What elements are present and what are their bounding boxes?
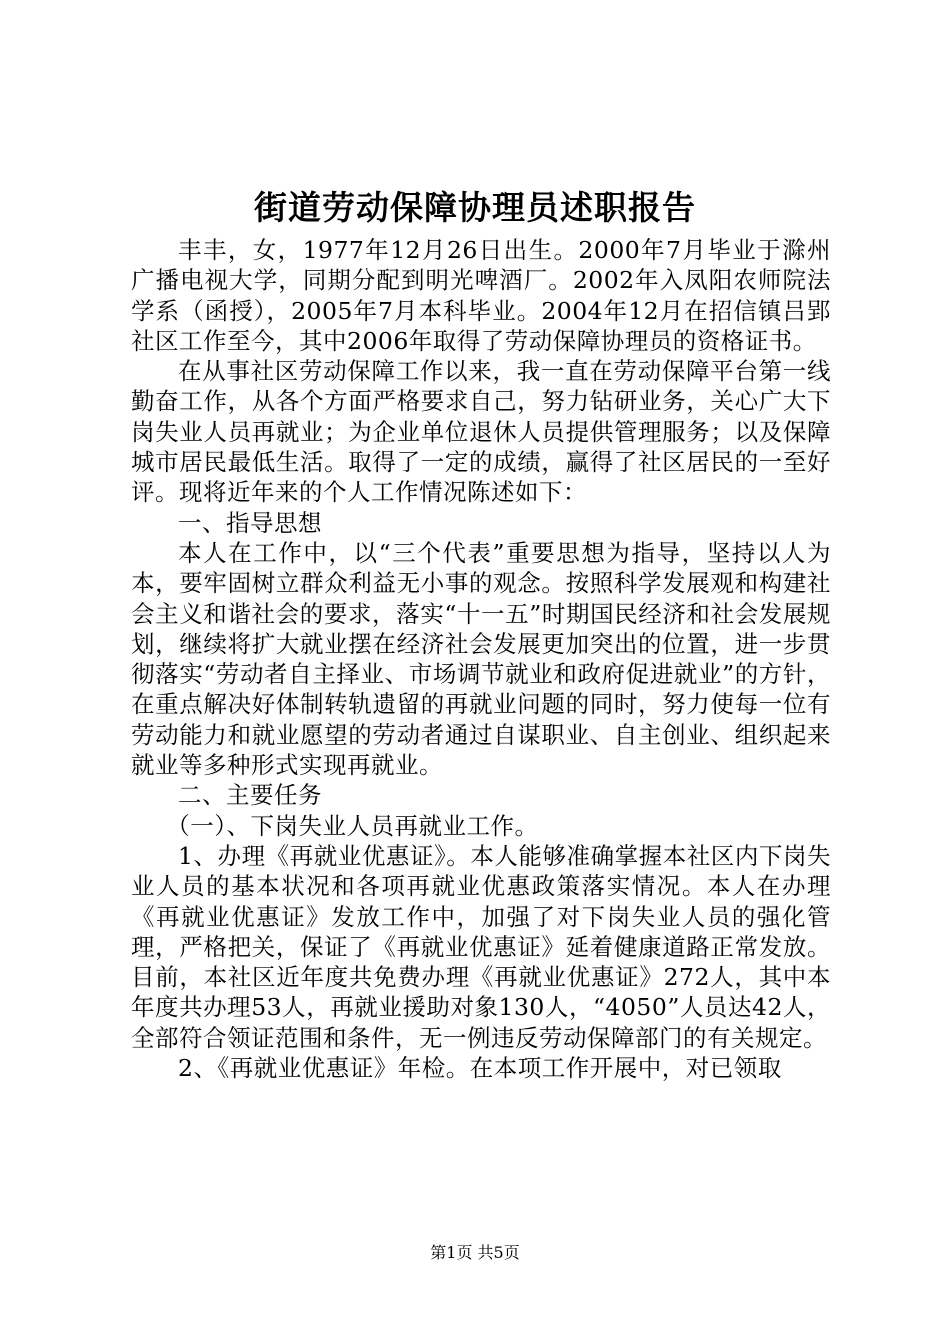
paragraph-annual-inspection: 2、《再就业优惠证》年检。在本项工作开展中，对已领取 — [178, 1054, 782, 1083]
paragraph-certificate-handling: 1、办理《再就业优惠证》。本人能够准确掌握本社区内下岗失业人员的基本状况和各项再就业优惠政策落实情况。本人在办理《再就业优惠证》发放工作中，加强了对下岗失业人员的强化管理，严格把关，保证了《再就业优惠证》延着健康道路正常发放。目前，本社区近年度共免费办理《再就业优惠证》272人，其中本年度共办理53人，再就业援助对象130人，“4050”人员达42人，全部符合领证范围和条件，无一例违反劳动保障部门的有关规定。 — [131, 841, 831, 1052]
section-heading-main-tasks: 二、主要任务 — [178, 781, 322, 810]
page-number-footer: 第1页 共5页 — [430, 1243, 520, 1262]
document-title: 街道劳动保障协理员述职报告 — [254, 188, 696, 227]
subsection-heading-reemployment: （一）、下岗失业人员再就业工作。 — [166, 811, 539, 840]
paragraph-guiding-ideology: 本人在工作中，以“三个代表”重要思想为指导，坚持以人为本，要牢固树立群众利益无小事的观念。按照科学发展观和构建社会主义和谐社会的要求，落实“十一五”时期国民经济和社会发展规划，继续将扩大就业摆在经济社会发展更加突出的位置，进一步贯彻落实“劳动者自主择业、市场调节就业和政府促进就业”的方针，在重点解决好体制转轨遗留的再就业问题的同时，努力使每一位有劳动能力和就业愿望的劳动者通过自谋职业、自主创业、组织起来就业等多种形式实现再就业。 — [131, 538, 831, 780]
paragraph-work-overview: 在从事社区劳动保障工作以来，我一直在劳动保障平台第一线勤奋工作，从各个方面严格要求自己，努力钻研业务，关心广大下岗失业人员再就业；为企业单位退休人员提供管理服务；以及保障城市居民最低生活。取得了一定的成绩，赢得了社区居民的一至好评。现将近年来的个人工作情况陈述如下： — [131, 357, 831, 507]
paragraph-personal-info: 丰丰，女，1977年12月26日出生。2000年7月毕业于滁州广播电视大学，同期分配到明光啤酒厂。2002年入凤阳农师院法学系（函授），2005年7月本科毕业。2004年12月在招信镇吕郢社区工作至今，其中2006年取得了劳动保障协理员的资格证书。 — [131, 236, 831, 355]
section-heading-guiding-ideology: 一、指导思想 — [178, 508, 322, 537]
document-body — [131, 235, 831, 1083]
